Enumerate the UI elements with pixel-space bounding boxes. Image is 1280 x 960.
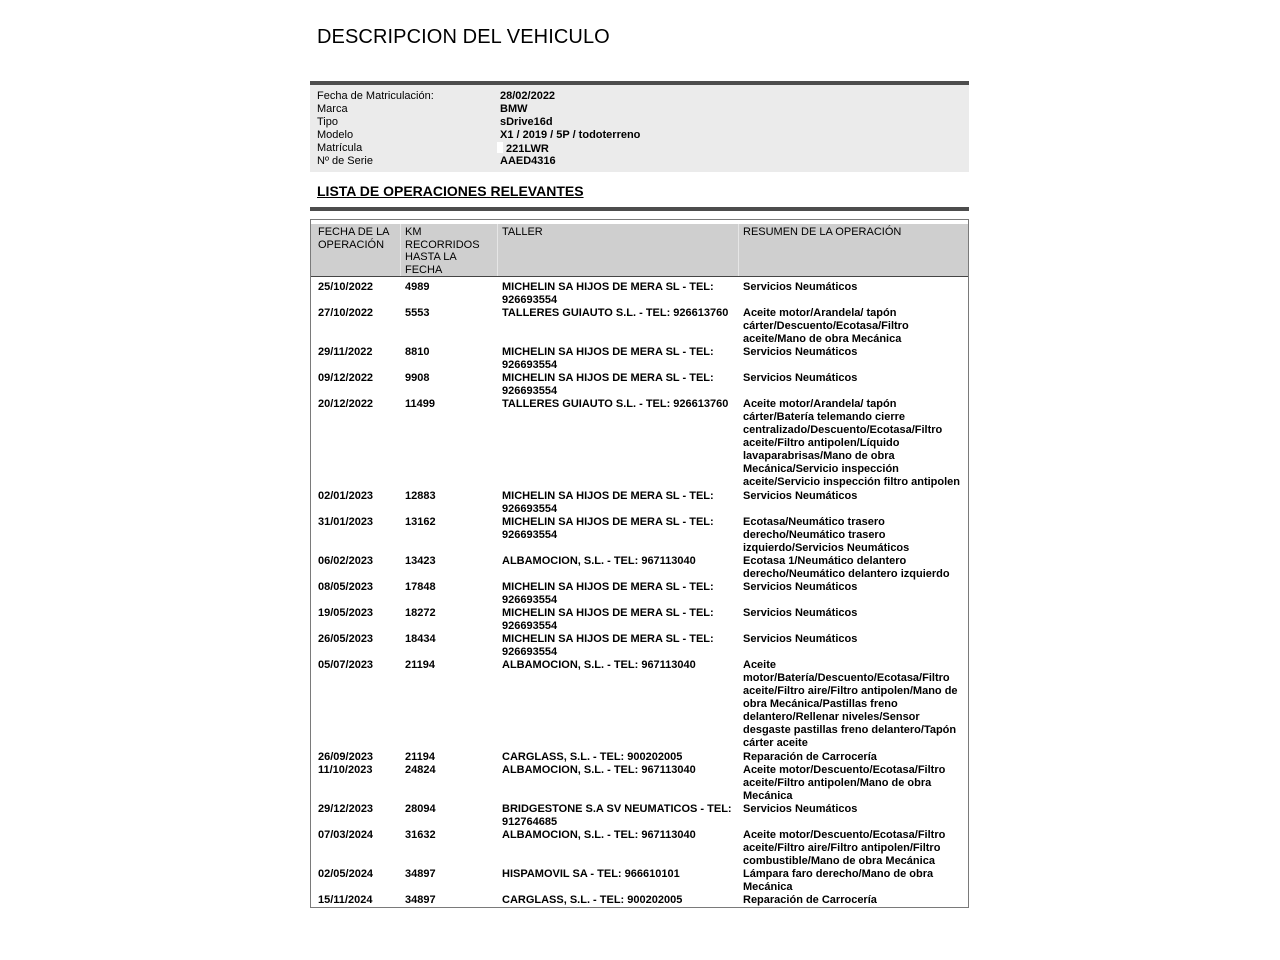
vehicle-value: sDrive16d bbox=[500, 116, 553, 128]
cell-date: 11/10/2023 bbox=[318, 764, 373, 776]
vehicle-value: 28/02/2022 bbox=[500, 90, 556, 102]
cell-summary: Servicios Neumáticos bbox=[743, 581, 858, 593]
vehicle-value: AAED4316 bbox=[500, 155, 556, 167]
cell-summary: Servicios Neumáticos bbox=[743, 372, 858, 384]
header-date: FECHA DE LA OPERACIÓN bbox=[318, 226, 389, 251]
cell-summary: Ecotasa/Neumático trasero derecho/Neumático trasero izquierdo/Servicios Neumáticos bbox=[743, 516, 910, 554]
cell-workshop: ALBAMOCION, S.L. - TEL: 967113040 bbox=[502, 659, 696, 671]
cell-summary: Aceite motor/Batería/Descuento/Ecotasa/Filtro aceite/Filtro aire/Filtro antipolen/Mano de obra Mecánica/Pastillas freno delantero/Rellenar niveles/Sensor desgaste pastillas freno delantero/Tapón cárter aceite bbox=[743, 659, 958, 749]
header-separator bbox=[497, 224, 498, 276]
cell-km: 9908 bbox=[405, 372, 430, 384]
cell-workshop: CARGLASS, S.L. - TEL: 900202005 bbox=[502, 894, 683, 906]
cell-summary: Reparación de Carrocería bbox=[743, 751, 877, 763]
cell-date: 25/10/2022 bbox=[318, 281, 374, 293]
header-separator bbox=[738, 224, 739, 276]
header-separator bbox=[400, 224, 401, 276]
cell-workshop: MICHELIN SA HIJOS DE MERA SL - TEL: 926693554 bbox=[502, 581, 714, 606]
cell-km: 4989 bbox=[405, 281, 430, 293]
cell-summary: Aceite motor/Descuento/Ecotasa/Filtro aceite/Filtro antipolen/Mano de obra Mecánica bbox=[743, 764, 946, 802]
cell-summary: Ecotasa 1/Neumático delantero derecho/Neumático delantero izquierdo bbox=[743, 555, 950, 580]
cell-summary: Servicios Neumáticos bbox=[743, 281, 858, 293]
cell-km: 34897 bbox=[405, 894, 436, 906]
header-workshop: TALLER bbox=[502, 226, 543, 238]
header-km: KM RECORRIDOS HASTA LA FECHA bbox=[405, 226, 480, 276]
cell-workshop: MICHELIN SA HIJOS DE MERA SL - TEL: 926693554 bbox=[502, 372, 714, 397]
cell-km: 31632 bbox=[405, 829, 436, 841]
cell-km: 34897 bbox=[405, 868, 436, 880]
redaction-box bbox=[497, 142, 503, 153]
cell-km: 12883 bbox=[405, 490, 436, 502]
cell-date: 05/07/2023 bbox=[318, 659, 374, 671]
cell-workshop: MICHELIN SA HIJOS DE MERA SL - TEL: 926693554 bbox=[502, 607, 714, 632]
vehicle-value: BMW bbox=[500, 103, 528, 115]
vehicle-label: Marca bbox=[317, 103, 348, 115]
cell-date: 07/03/2024 bbox=[318, 829, 374, 841]
cell-workshop: TALLERES GUIAUTO S.L. - TEL: 926613760 bbox=[502, 398, 729, 410]
cell-date: 09/12/2022 bbox=[318, 372, 374, 384]
cell-km: 13162 bbox=[405, 516, 436, 528]
cell-date: 27/10/2022 bbox=[318, 307, 374, 319]
vehicle-label: Tipo bbox=[317, 116, 338, 128]
cell-summary: Reparación de Carrocería bbox=[743, 894, 877, 906]
vehicle-label: Modelo bbox=[317, 129, 354, 141]
cell-date: 29/12/2023 bbox=[318, 803, 374, 815]
table-header bbox=[311, 224, 968, 277]
cell-date: 06/02/2023 bbox=[318, 555, 374, 567]
cell-date: 19/05/2023 bbox=[318, 607, 374, 619]
cell-km: 18272 bbox=[405, 607, 436, 619]
vehicle-value: 221LWR bbox=[506, 143, 549, 155]
cell-km: 13423 bbox=[405, 555, 436, 567]
cell-km: 17848 bbox=[405, 581, 436, 593]
vehicle-label: Matrícula bbox=[317, 142, 363, 154]
cell-summary: Servicios Neumáticos bbox=[743, 346, 858, 358]
cell-summary: Servicios Neumáticos bbox=[743, 490, 858, 502]
cell-km: 11499 bbox=[405, 398, 435, 410]
cell-date: 29/11/2022 bbox=[318, 346, 373, 358]
cell-km: 28094 bbox=[405, 803, 436, 815]
vehicle-value: X1 / 2019 / 5P / todoterreno bbox=[500, 129, 641, 141]
cell-km: 21194 bbox=[405, 751, 435, 763]
cell-workshop: MICHELIN SA HIJOS DE MERA SL - TEL: 926693554 bbox=[502, 516, 714, 541]
section-divider bbox=[310, 207, 969, 211]
cell-date: 08/05/2023 bbox=[318, 581, 374, 593]
cell-workshop: CARGLASS, S.L. - TEL: 900202005 bbox=[502, 751, 683, 763]
cell-workshop: ALBAMOCION, S.L. - TEL: 967113040 bbox=[502, 555, 696, 567]
cell-km: 24824 bbox=[405, 764, 436, 776]
cell-summary: Servicios Neumáticos bbox=[743, 803, 858, 815]
cell-summary: Aceite motor/Arandela/ tapón cárter/Batería telemando cierre centralizado/Descuento/Ecotasa/Filtro aceite/Filtro antipolen/Líquido lavaparabrisas/Mano de obra Mecánica/Servicio inspección aceite/Servicio inspección filtro antipolen bbox=[743, 398, 961, 488]
cell-date: 02/05/2024 bbox=[318, 868, 374, 880]
cell-km: 8810 bbox=[405, 346, 430, 358]
cell-summary: Aceite motor/Arandela/ tapón cárter/Descuento/Ecotasa/Filtro aceite/Mano de obra Mecánica bbox=[743, 307, 909, 345]
cell-date: 15/11/2024 bbox=[318, 894, 373, 906]
vehicle-value-wrapper bbox=[497, 142, 549, 156]
cell-km: 21194 bbox=[405, 659, 435, 671]
cell-date: 02/01/2023 bbox=[318, 490, 374, 502]
section-title: LISTA DE OPERACIONES RELEVANTES bbox=[317, 183, 584, 199]
document-title: DESCRIPCION DEL VEHICULO bbox=[317, 26, 610, 48]
header-summary: RESUMEN DE LA OPERACIÓN bbox=[743, 226, 902, 238]
cell-date: 20/12/2022 bbox=[318, 398, 374, 410]
cell-date: 26/05/2023 bbox=[318, 633, 374, 645]
vehicle-label: Fecha de Matriculación: bbox=[317, 90, 434, 102]
cell-workshop: TALLERES GUIAUTO S.L. - TEL: 926613760 bbox=[502, 307, 729, 319]
cell-summary: Servicios Neumáticos bbox=[743, 633, 858, 645]
cell-workshop: BRIDGESTONE S.A SV NEUMATICOS - TEL: 912764685 bbox=[502, 803, 732, 828]
cell-workshop: MICHELIN SA HIJOS DE MERA SL - TEL: 926693554 bbox=[502, 633, 714, 658]
cell-workshop: MICHELIN SA HIJOS DE MERA SL - TEL: 926693554 bbox=[502, 490, 714, 515]
cell-date: 31/01/2023 bbox=[318, 516, 374, 528]
cell-km: 18434 bbox=[405, 633, 436, 645]
cell-summary: Servicios Neumáticos bbox=[743, 607, 858, 619]
cell-km: 5553 bbox=[405, 307, 430, 319]
cell-date: 26/09/2023 bbox=[318, 751, 374, 763]
vehicle-label: Nº de Serie bbox=[317, 155, 373, 167]
cell-summary: Aceite motor/Descuento/Ecotasa/Filtro aceite/Filtro aire/Filtro antipolen/Filtro combustible/Mano de obra Mecánica bbox=[743, 829, 946, 867]
cell-workshop: MICHELIN SA HIJOS DE MERA SL - TEL: 926693554 bbox=[502, 281, 714, 306]
cell-workshop: ALBAMOCION, S.L. - TEL: 967113040 bbox=[502, 829, 696, 841]
cell-summary: Lámpara faro derecho/Mano de obra Mecánica bbox=[743, 868, 934, 893]
cell-workshop: MICHELIN SA HIJOS DE MERA SL - TEL: 926693554 bbox=[502, 346, 714, 371]
vehicle-info-panel bbox=[310, 81, 969, 172]
operations-table bbox=[310, 219, 969, 908]
cell-workshop: ALBAMOCION, S.L. - TEL: 967113040 bbox=[502, 764, 696, 776]
cell-workshop: HISPAMOVIL SA - TEL: 966610101 bbox=[502, 868, 680, 880]
